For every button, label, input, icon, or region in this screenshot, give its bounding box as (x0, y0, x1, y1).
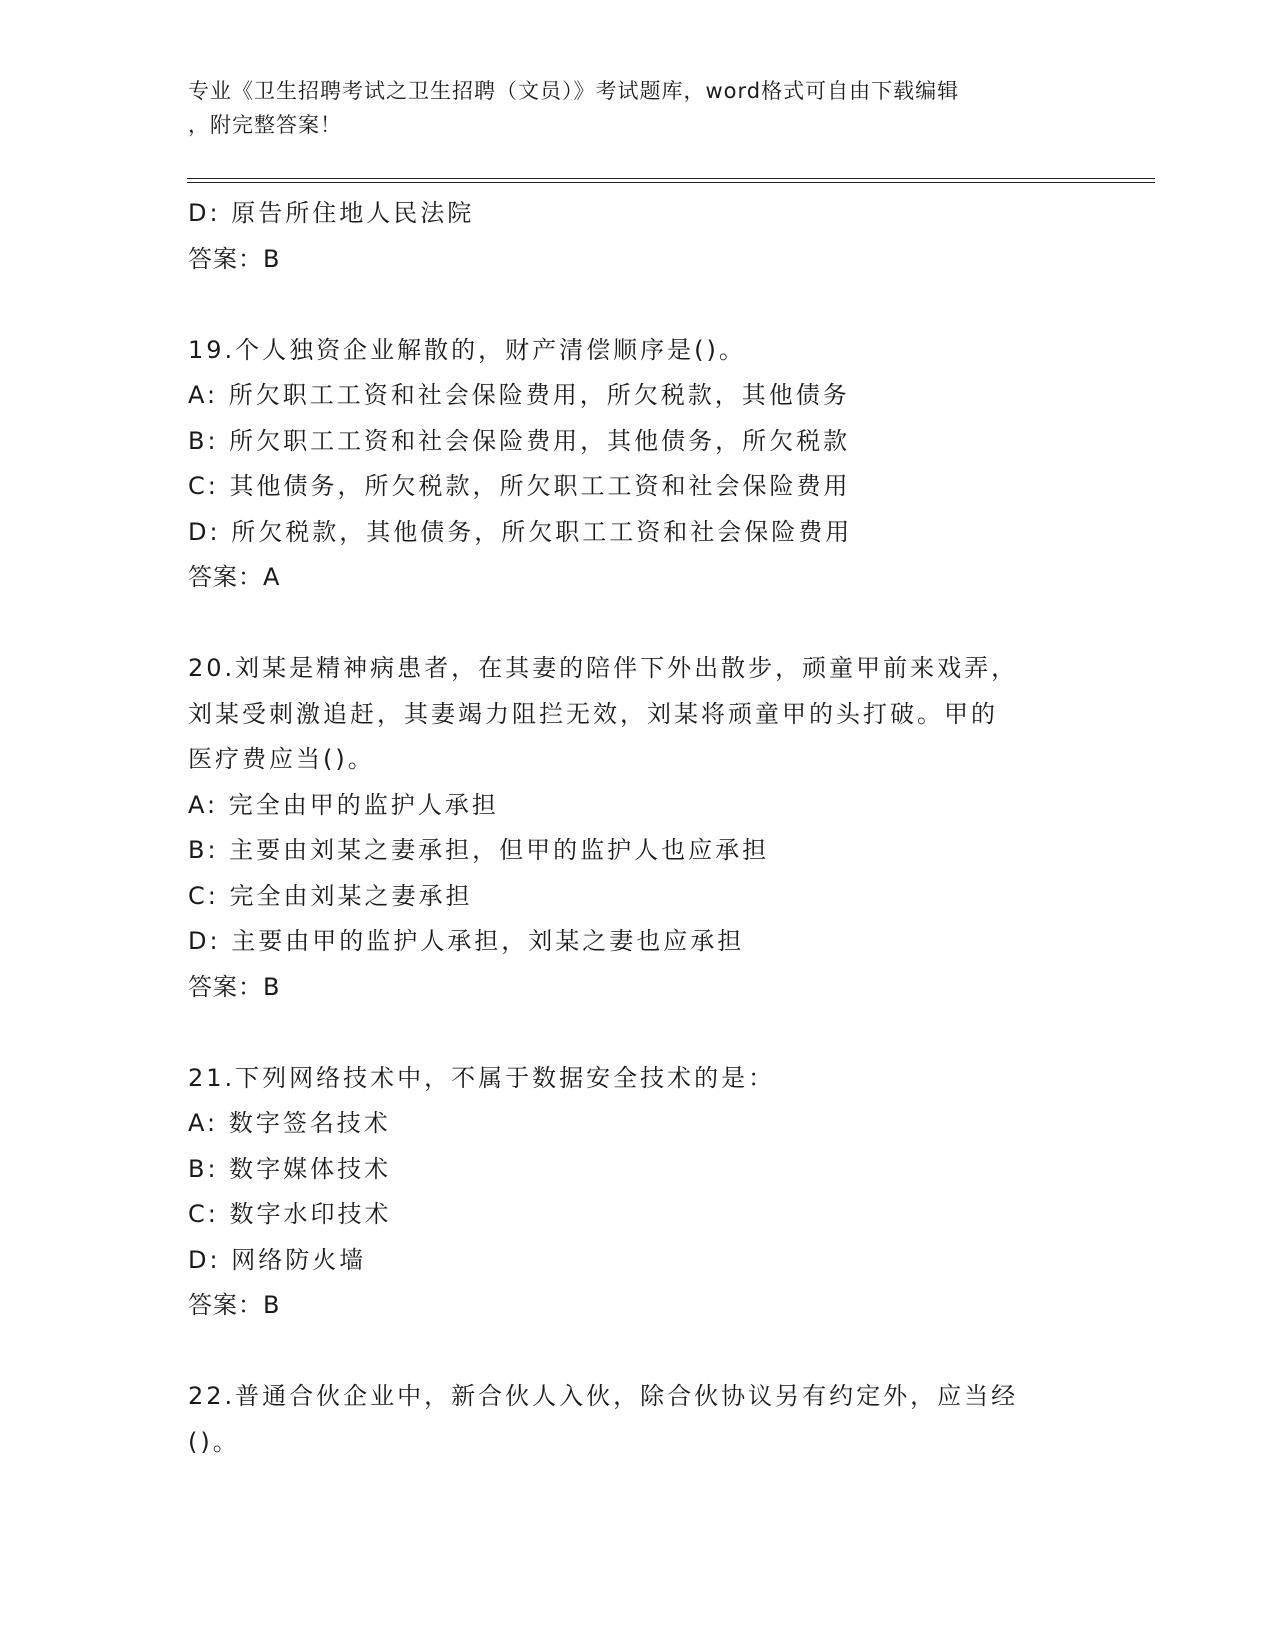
question-block-21 (188, 1056, 1088, 1329)
answer-label: 答案：B (188, 244, 281, 273)
option-c: C: 数字水印技术 (188, 1200, 392, 1228)
question-stem-continued: 刘某受刺激追赶，其妻竭力阻拦无效，刘某将顽童甲的头打破。甲的 (188, 699, 998, 728)
question-block-20 (188, 646, 1088, 1010)
header-line-1: 专业《卫生招聘考试之卫生招聘（文员）》考试题库，word格式可自由下载编辑 (188, 79, 960, 103)
option-d: D: 原告所住地人民法院 (188, 199, 475, 227)
option-b: B: 主要由刘某之妻承担，但甲的监护人也应承担 (188, 836, 770, 864)
header-line-2: ，附完整答案！ (188, 113, 342, 137)
spacer (188, 601, 1088, 647)
header-divider (187, 178, 1155, 183)
option-d: D: 所欠税款，其他债务，所欠职工工资和社会保险费用 (188, 517, 853, 546)
question-stem: 20.刘某是精神病患者，在其妻的陪伴下外出散步，顽童甲前来戏弄， (188, 654, 1019, 682)
option-a: A: 数字签名技术 (188, 1109, 391, 1137)
answer-label: 答案：B (188, 1291, 281, 1319)
question-stem-continued: 医疗费应当()。 (188, 745, 375, 773)
document-header (188, 74, 1068, 142)
option-d: D: 主要由甲的监护人承担，刘某之妻也应承担 (188, 927, 745, 955)
answer-label: 答案：B (188, 972, 281, 1001)
option-b: B: 所欠职工工资和社会保险费用，其他债务，所欠税款 (188, 426, 851, 455)
option-a: A: 完全由甲的监护人承担 (188, 790, 499, 819)
question-stem: 21.下列网络技术中，不属于数据安全技术的是： (188, 1063, 776, 1092)
option-a: A: 所欠职工工资和社会保险费用，所欠税款，其他债务 (188, 381, 850, 409)
option-c: C: 完全由刘某之妻承担 (188, 881, 473, 910)
spacer (188, 282, 1088, 328)
question-block-18-tail (188, 191, 1088, 282)
option-c: C: 其他债务，所欠税款，所欠职工工资和社会保险费用 (188, 472, 851, 500)
option-b: B: 数字媒体技术 (188, 1154, 392, 1183)
option-d: D: 网络防火墙 (188, 1245, 367, 1274)
question-stem-continued: ()。 (188, 1427, 240, 1456)
question-block-19 (188, 328, 1088, 601)
spacer (188, 1329, 1088, 1375)
question-block-22 (188, 1374, 1088, 1465)
question-list (188, 191, 1088, 1465)
question-stem: 22.普通合伙企业中，新合伙人入伙，除合伙协议另有约定外，应当经 (188, 1382, 1019, 1410)
answer-label: 答案：A (188, 563, 281, 591)
question-stem: 19.个人独资企业解散的，财产清偿顺序是()。 (188, 335, 746, 364)
spacer (188, 1010, 1088, 1056)
